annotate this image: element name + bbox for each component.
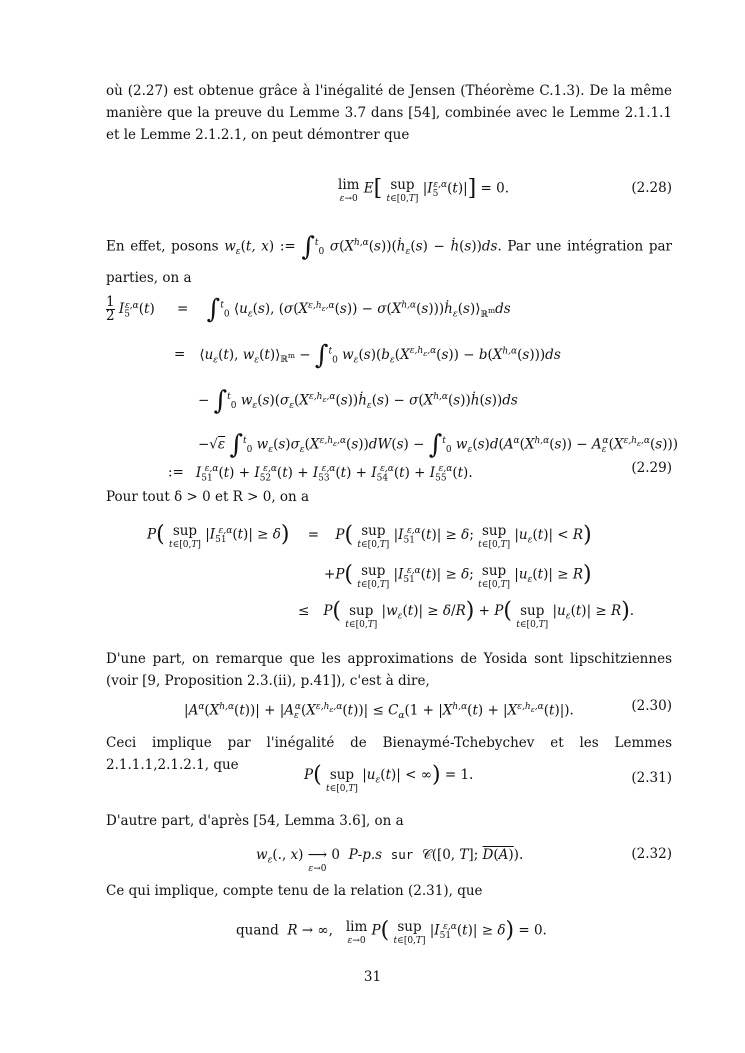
paragraph-dautre-part: D'autre part, d'après [54, Lemma 3.6], on a [106,813,404,829]
equation-number-2-29: (2.29) [631,460,672,476]
paragraph-bienayme: Ceci implique par l'inégalité de Bienaymé-Tchebychev et les Lemmes 2.1.1.1,2.1.2.1, que [106,735,672,773]
probability-equation-line1: P( sup t∈[0,T] $|I_{51}^{\varepsilon,\alpha}(t)| \ge \delta) = P$( sup t∈[0,T] $|I_{51}^{\varepsilon,\alpha}(t)| \ge \delta$; sup t∈[0,T] $|u_\varepsilon(t)| < R$) [147,522,592,550]
paragraph-ce-qui-implique: Ce qui implique, compte tenu de la relation (2.31), que [106,883,483,899]
equation-2-31: P( sup t∈[0,T] $|u_\varepsilon(t)|$ < ∞) = 1. [304,762,474,794]
equation-2-29-line1: $\frac{1}{2}$ $I_5^{\varepsilon,\alpha}(t) = \int^t_0$ $⟨u_\varepsilon(s)$, ($\sigma(X^{\varepsilon,h_\varepsilon,\alpha}(s))$ − $\sigma(X^{h,\alpha}(s)))ḣ_\varepsilon(s)⟩_{ℝ^m}ds$ [106,294,511,325]
equation-number-2-31: (2.31) [631,770,672,786]
equation-2-30: $|A^\alpha(X^{h,\alpha}(t))| + |A_\varepsilon^\alpha(X^{\varepsilon,h_\varepsilon,\alpha}(t))| \le C_\alpha(1 + |X^{h,\alpha}(t) + |X^{\varepsilon,h_\varepsilon,\alpha}(t)|)$. [184,702,574,722]
probability-equation-line3: ≤ P( sup t∈[0,T] $|w_\varepsilon(t)| \ge \delta/R) + P$( sup t∈[0,T] $|u_\varepsilon(t)| \ge R$). [298,598,635,630]
probability-equation-line2: +P( sup t∈[0,T] $|I_{51}^{\varepsilon,\alpha}(t)| \ge \delta$; sup t∈[0,T] $|u_\varepsilon(t)| \ge R$) [324,562,592,590]
equation-number-2-30: (2.30) [631,698,672,714]
equation-2-29-line4: −√ε ∫$^t_0$ $w_\varepsilon(s)\sigma_\varepsilon(X^{\varepsilon,h_\varepsilon,\alpha}(s))dW(s) - \int^t_0$ $w_\varepsilon(s)d(A^\alpha(X^{h,\alpha}(s)) - A_\varepsilon^\alpha(X^{\varepsilon,h_\varepsilon,\alpha}(s)))$ [198,430,678,460]
page-number: 31 [363,969,382,985]
equation-2-32: $w_\varepsilon$(., x) ⟶ ε→0 0 P-p.s sur 𝒞([0, T]; D(A)). [256,847,524,874]
paragraph-pour-tout: Pour tout δ > 0 et R > 0, on a [106,489,310,505]
paragraph-yosida: D'une part, on remarque que les approximations de Yosida sont lipschitziennes (voir [9, Proposition 2.3.(ii), p.41]), c'est à dire, [106,651,672,689]
equation-number-2-28: (2.28) [631,180,672,196]
equation-final-limit: quand R → ∞, lim ε→0 P( sup t∈[0,T] $|I_{51}^{\varepsilon,\alpha}(t)| \ge \delta) = 0$. [236,918,547,946]
equation-2-28: lim ε→0 E[ sup t∈[0,T] $|I_5^{\varepsilon,\alpha}(t)|] = 0$. [338,176,510,204]
equation-2-29-line3: − ∫$^t_0$ $w_\varepsilon(s)(\sigma_\varepsilon(X^{\varepsilon,h_\varepsilon,\alpha}(s))ḣ_\varepsilon(s)$ − $\sigma(X^{h,\alpha}(s))ḣ(s))ds$ [198,386,518,416]
equation-2-29-line5: := $I_{51}^{\varepsilon,\alpha}(t) + I_{52}^{\varepsilon,\alpha}(t) + I_{53}^{\varepsilon,\alpha}(t) + I_{54}^{\varepsilon,\alpha}(t) + I_{55}^{\varepsilon,\alpha}(t)$. [168,464,473,484]
equation-2-29-line2: = $⟨u_\varepsilon(t)$, $w_\varepsilon(t)⟩_{ℝ^m} - \int^t_0$ $w_\varepsilon(s)(b_\varepsilon(X^{\varepsilon,h_\varepsilon,\alpha}(s)) - b(X^{h,\alpha}(s)))ds$ [174,340,561,370]
paragraph-en-effet: En effet, posons $w_\varepsilon(t$, x) := ∫$^t_0$ $\sigma(X^{h,\alpha}(s))(ḣ_\varepsilon(s)$ − ḣ(s))ds. Par une intégration par parties, on a [106,232,672,287]
equation-number-2-32: (2.32) [631,846,672,862]
paragraph-jensen: où (2.27) est obtenue grâce à l'inégalité de Jensen (Théorème C.1.3). De la même manière que la preuve du Lemme 3.7 dans [54], combinée avec le Lemme 2.1.1.1 et le Lemme 2.1.2.1, on peut démontrer que [106,83,672,143]
